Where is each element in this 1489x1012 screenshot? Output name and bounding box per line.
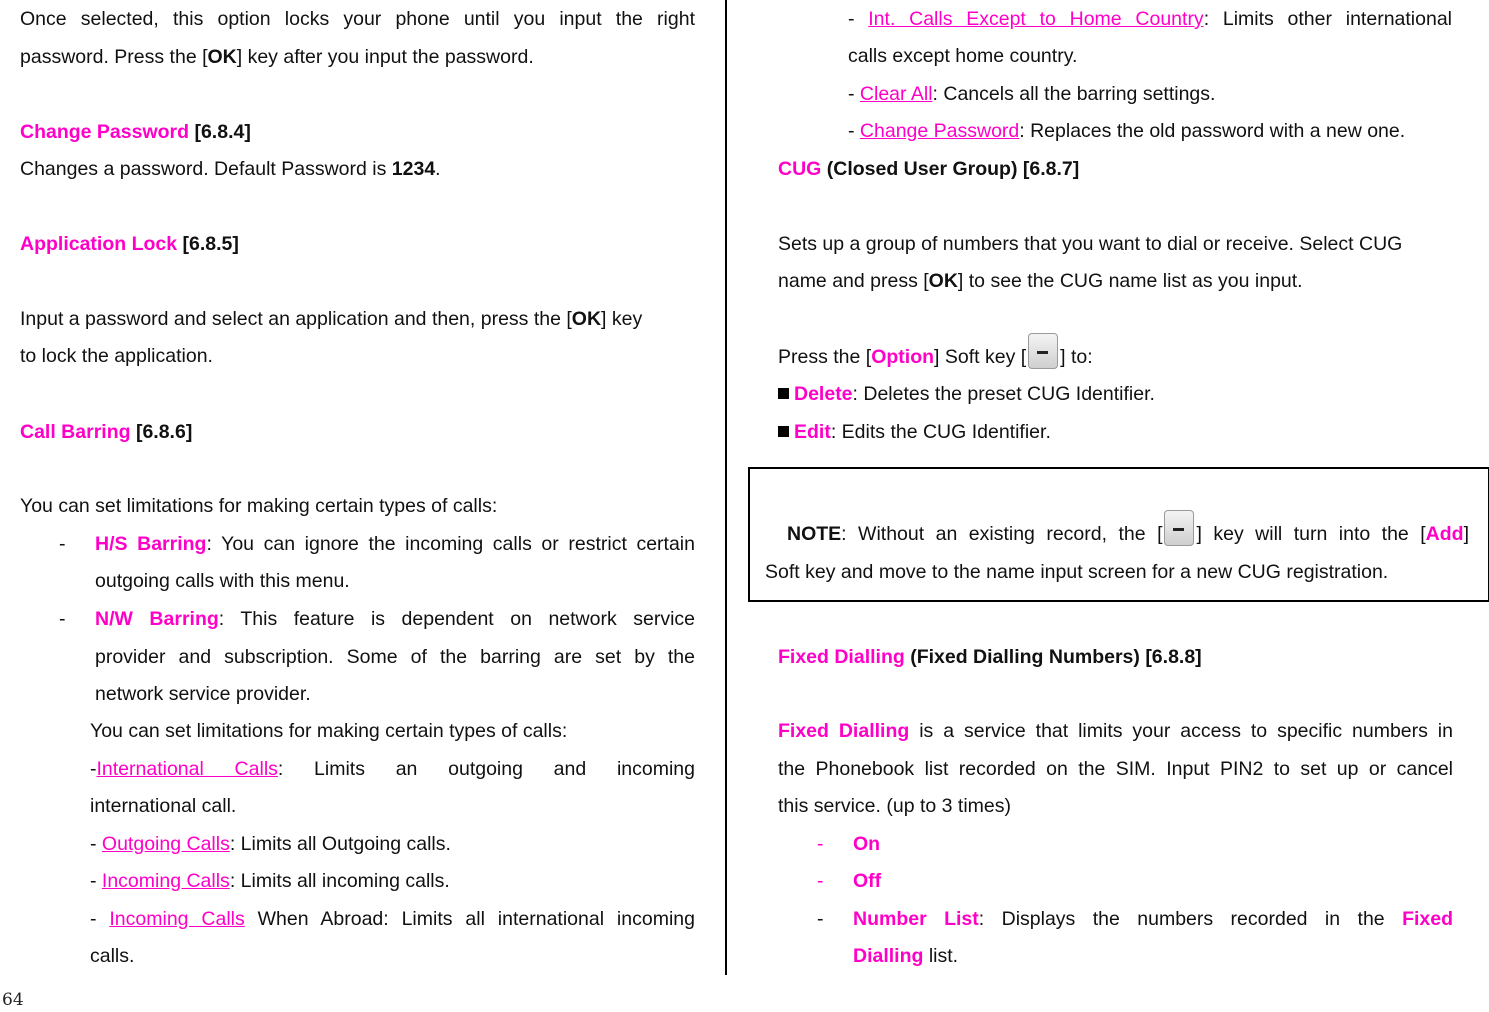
page-number: 64 [2, 990, 24, 1010]
call-barring-heading: Call Barring [6.8.6] [20, 421, 193, 443]
clear-all-item: - Clear All: Cancels all the barring settings. [848, 83, 1216, 105]
square-bullet-icon [778, 426, 789, 437]
note-line1: NOTE: Without an existing record, the [ ] key will turn into the [Add] [787, 510, 1469, 546]
nw-barring-line1: N/W Barring: This feature is dependent on network service [95, 608, 696, 630]
cug-heading: CUG (Closed User Group) [6.8.7] [778, 158, 1080, 180]
lock-paragraph-line2: password. Press the [OK] key after you input the password. [20, 46, 534, 68]
cug-paragraph-line2: name and press [OK] to see the CUG name list as you input. [778, 270, 1303, 292]
nw-barring-line3: network service provider. [95, 683, 311, 705]
change-password-desc: Changes a password. Default Password is 1234. [20, 158, 441, 180]
fixed-dialling-line1: Fixed Dialling is a service that limits your access to specific numbers in [778, 720, 1453, 742]
fixed-dialling-line3: this service. (up to 3 times) [778, 795, 1011, 817]
off-dash: - [817, 870, 824, 892]
on-dash: - [817, 833, 824, 855]
column-divider [725, 0, 727, 975]
home-country-line2: calls except home country. [848, 45, 1078, 67]
number-list-line2: Dialling list. [853, 945, 959, 967]
application-lock-heading: Application Lock [6.8.5] [20, 233, 239, 255]
international-calls-line2: international call. [90, 795, 237, 817]
incoming-calls-item: - Incoming Calls: Limits all incoming calls. [90, 870, 450, 892]
call-barring-intro: You can set limitations for making certain types of calls: [20, 495, 498, 517]
incoming-abroad-line2: calls. [90, 945, 135, 967]
change-password-heading: Change Password [6.8.4] [20, 121, 251, 143]
outgoing-calls-item: - Outgoing Calls: Limits all Outgoing calls. [90, 833, 451, 855]
soft-key-icon [1164, 510, 1194, 546]
fixed-dialling-line2: the Phonebook list recorded on the SIM. Input PIN2 to set up or cancel [778, 758, 1453, 780]
international-calls-line1: -International Calls: Limits an outgoing and incoming [90, 758, 695, 780]
hs-barring-line1: H/S Barring: You can ignore the incoming calls or restrict certain [95, 533, 695, 555]
note-line2: Soft key and move to the name input screen for a new CUG registration. [765, 561, 1389, 583]
nw-barring-dash: - [59, 608, 66, 630]
lock-paragraph-line1: Once selected, this option locks your phone until you input the right [20, 8, 695, 30]
square-bullet-icon [778, 388, 789, 399]
hs-barring-line2: outgoing calls with this menu. [95, 570, 350, 592]
nw-barring-sub: You can set limitations for making certain types of calls: [90, 720, 568, 742]
nw-barring-line2: provider and subscription. Some of the barring are set by the [95, 646, 695, 668]
soft-key-icon [1028, 333, 1058, 369]
application-lock-line1: Input a password and select an application and then, press the [OK] key [20, 308, 643, 330]
hs-barring-dash: - [59, 533, 66, 555]
fixed-dialling-heading: Fixed Dialling (Fixed Dialling Numbers) [6.8.8] [778, 646, 1202, 668]
off-option: Off [853, 870, 882, 892]
press-option-line: Press the [Option] Soft key [ ] to: [778, 333, 1093, 369]
delete-option: Delete: Deletes the preset CUG Identifier. [778, 383, 1155, 406]
number-list-line1: Number List: Displays the numbers recorded in the Fixed [853, 908, 1453, 930]
number-list-dash: - [817, 908, 824, 930]
application-lock-line2: to lock the application. [20, 345, 213, 367]
incoming-abroad-line1: - Incoming Calls When Abroad: Limits all international incoming [90, 908, 695, 930]
home-country-line1: - Int. Calls Except to Home Country: Limits other international [848, 8, 1452, 30]
change-password-item: - Change Password: Replaces the old password with a new one. [848, 120, 1406, 142]
edit-option: Edit: Edits the CUG Identifier. [778, 421, 1051, 444]
cug-paragraph-line1: Sets up a group of numbers that you want to dial or receive. Select CUG [778, 233, 1403, 255]
on-option: On [853, 833, 881, 855]
